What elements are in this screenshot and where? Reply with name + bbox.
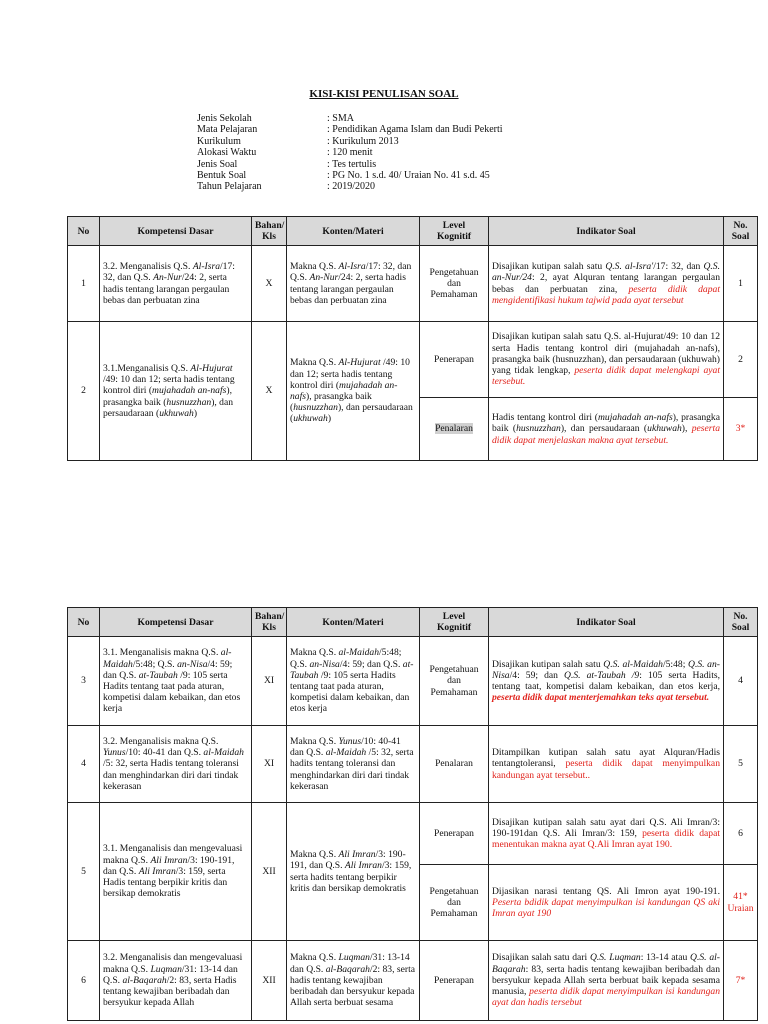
level-kognitif-cell: Pengetahuan dan Pemahaman (420, 637, 489, 726)
header-no-soal: No. Soal (724, 217, 758, 246)
kisi-kisi-table-2 (67, 607, 758, 1021)
meta-value: : SMA (327, 113, 354, 124)
header-indikator-soal: Indikator Soal (489, 217, 724, 246)
kompetensi-dasar-cell: 3.1. Menganalisis dan mengevaluasi makna Q.S. Ali Imran/3: 190-191, dan Q.S. Ali Imran/3: 159, serta Hadis tentang berpikir kritis dan bersikap demokratis (100, 803, 252, 941)
no-soal-cell: 3* (724, 398, 758, 461)
row-number: 1 (68, 246, 100, 322)
table-row (68, 803, 758, 865)
meta-label: Tahun Pelajaran (197, 181, 262, 193)
level-kognitif-cell: Pengetahuan dan Pemahaman (420, 246, 489, 322)
row-number: 2 (68, 322, 100, 461)
kompetensi-dasar-cell: 3.1. Menganalisis makna Q.S. al-Maidah/5:48; Q.S. an-Nisa/4: 59; dan Q.S. at-Taubah /9: 105 serta Hadits tentang taat pada aturan, kompetisi dalam kebaikan, dan etos kerja (100, 637, 252, 726)
bahan-kelas-cell: XI (252, 726, 287, 803)
meta-row-kurikulum (197, 136, 503, 147)
table-row (68, 322, 758, 398)
level-kognitif-cell: Penerapan (420, 322, 489, 398)
meta-value: : Pendidikan Agama Islam dan Budi Pekerti (327, 124, 503, 136)
konten-materi-cell: Makna Q.S. Al-Isra/17: 32, dan Q.S. An-Nur/24: 2, serta hadis tentang larangan pergaulan bebas dan perbuatan zina (287, 246, 420, 322)
header-indikator-soal: Indikator Soal (489, 608, 724, 637)
header-level-kognitif: Level Kognitif (420, 217, 489, 246)
bahan-kelas-cell: XII (252, 803, 287, 941)
no-soal-cell: 41* Uraian (724, 865, 758, 941)
level-kognitif-cell: Pengetahuan dan Pemahaman (420, 865, 489, 941)
document-meta (197, 113, 503, 193)
meta-label: Alokasi Waktu (197, 147, 257, 159)
meta-label: Jenis Soal (197, 158, 238, 170)
row-number: 5 (68, 803, 100, 941)
row-number: 6 (68, 941, 100, 1021)
meta-value: : 2019/2020 (327, 181, 376, 193)
header-bahan-kelas: Bahan/ Kls (252, 217, 287, 246)
kompetensi-dasar-cell: 3.2. Menganalisis dan mengevaluasi makna Q.S. Luqman/31: 13-14 dan Q.S. al-Baqarah/2: 83, serta Hadis tentang kewajiban beribadah dan bersyukur kepada Allah (100, 941, 252, 1021)
header-no-soal: No. Soal (724, 608, 758, 637)
meta-row-alokasi-waktu (197, 147, 503, 158)
bahan-kelas-cell: X (252, 246, 287, 322)
no-soal-cell: 6 (724, 803, 758, 865)
table-row (68, 941, 758, 1021)
row-number: 3 (68, 637, 100, 726)
indikator-soal-cell: Disajikan kutipan salah satu Q.S. al-Isra'/17: 32, dan Q.S. an-Nur/24: 2, ayat Alquran tentang larangan pergaulan bebas dan perbuatan zina, peserta didik dapat mengidentifikasi hukum tajwid pada ayat tersebut (489, 246, 724, 322)
meta-row-tahun-pelajaran (197, 181, 503, 192)
meta-value: : Tes tertulis (327, 158, 377, 170)
kompetensi-dasar-cell: 3.1.Menganalisis Q.S. Al-Hujurat /49: 10 dan 12; serta hadis tentang kontrol diri (mujahadah an-nafs), prasangka baik (husnuzzhan), dan persaudaraan (ukhuwah) (100, 322, 252, 461)
kisi-kisi-table-1 (67, 216, 758, 461)
konten-materi-cell: Makna Q.S. al-Maidah/5:48; Q.S. an-Nisa/4: 59; dan Q.S. at-Taubah /9: 105 serta Hadits tentang taat pada aturan, kompetisi dalam kebaikan, dan etos kerja (287, 637, 420, 726)
konten-materi-cell: Makna Q.S. Al-Hujurat /49: 10 dan 12; serta hadis tentang kontrol diri (mujahadah an-nafs), prasangka baik (husnuzzhan), dan persaudaraan (ukhuwah) (287, 322, 420, 461)
indikator-soal-cell: Disajikan salah satu dari Q.S. Luqman: 13-14 atau Q.S. al-Baqarah: 83, serta hadis tentang kewajiban beribadah dan bersyukur kepada Allah serta berbuat baik kepada sesama manusia, peserta didik dapat menyimpulkan isi kandungan ayat dan hadis tersebut (489, 941, 724, 1021)
indikator-soal-cell: Disajikan kutipan salah satu ayat dari Q.S. Ali Imran/3: 190-191dan Q.S. Ali Imran/3: 159, peserta didik dapat menentukan makna ayat Q.Ali Imran ayat 190. (489, 803, 724, 865)
konten-materi-cell: Makna Q.S. Ali Imran/3: 190-191, dan Q.S. Ali Imran/3: 159, serta hadits tentang berpikir kritis dan bersikap demokratis (287, 803, 420, 941)
meta-row-jenis-sekolah (197, 113, 503, 124)
table-header-row (68, 608, 758, 637)
row-number: 4 (68, 726, 100, 803)
indikator-soal-cell: Ditampilkan kutipan salah satu ayat Alquran/Hadis tentangtoleransi, peserta didik dapat menyimpulkan kandungan ayat tersebut.. (489, 726, 724, 803)
meta-value: : PG No. 1 s.d. 40/ Uraian No. 41 s.d. 45 (327, 170, 490, 182)
bahan-kelas-cell: XII (252, 941, 287, 1021)
konten-materi-cell: Makna Q.S. Yunus/10: 40-41 dan Q.S. al-Maidah /5: 32, serta hadits tentang toleransi dan menghindarkan diri dari tindak kekerasan (287, 726, 420, 803)
kompetensi-dasar-cell: 3.2. Menganalisis Q.S. Al-Isra/17: 32, dan Q.S. An-Nur/24: 2, serta hadis tentang larangan pergaulan bebas dan perbuatan zina (100, 246, 252, 322)
document-title: KISI-KISI PENULISAN SOAL (309, 88, 459, 100)
meta-value: : 120 menit (327, 147, 373, 159)
indikator-soal-cell: Disajikan kutipan salah satu Q.S. al-Maidah/5:48; Q.S. an-Nisa/4: 59; dan Q.S. at-Taubah /9: 105 serta Hadits, tentang taat, kompetisi dalam kebaikan, dan etos kerja, peserta didik dapat menterjemahkan teks ayat tersebut. (489, 637, 724, 726)
no-soal-cell: 5 (724, 726, 758, 803)
table-row (68, 726, 758, 803)
header-level-kognitif: Level Kognitif (420, 608, 489, 637)
bahan-kelas-cell: X (252, 322, 287, 461)
meta-label: Bentuk Soal (197, 170, 247, 182)
table-header-row (68, 217, 758, 246)
bahan-kelas-cell: XI (252, 637, 287, 726)
header-kompetensi-dasar: Kompetensi Dasar (100, 217, 252, 246)
header-kompetensi-dasar: Kompetensi Dasar (100, 608, 252, 637)
no-soal-cell: 1 (724, 246, 758, 322)
meta-row-jenis-soal (197, 159, 503, 170)
meta-label: Kurikulum (197, 135, 241, 147)
indikator-soal-cell: Hadis tentang kontrol diri (mujahadah an-nafs), prasangka baik (husnuzzhan), dan persaudaraan (ukhuwah), peserta didik dapat menjelaskan makna ayat tersebut. (489, 398, 724, 461)
header-konten-materi: Konten/Materi (287, 217, 420, 246)
meta-value: : Kurikulum 2013 (327, 135, 399, 147)
header-no: No (68, 217, 100, 246)
level-kognitif-cell: Penalaran (420, 726, 489, 803)
no-soal-cell: 7* (724, 941, 758, 1021)
header-no: No (68, 608, 100, 637)
level-kognitif-cell: Penalaran (420, 398, 489, 461)
header-bahan-kelas: Bahan/ Kls (252, 608, 287, 637)
no-soal-cell: 2 (724, 322, 758, 398)
level-kognitif-cell: Penerapan (420, 803, 489, 865)
table-row (68, 637, 758, 726)
no-soal-cell: 4 (724, 637, 758, 726)
meta-row-mata-pelajaran (197, 124, 503, 135)
level-kognitif-cell: Penerapan (420, 941, 489, 1021)
indikator-soal-cell: Dijasikan narasi tentang QS. Ali Imron ayat 190-191. Peserta bdidik dapat menyimpulkan isi kandungan QS aki Imran ayat 190 (489, 865, 724, 941)
header-konten-materi: Konten/Materi (287, 608, 420, 637)
meta-row-bentuk-soal (197, 170, 503, 181)
indikator-soal-cell: Disajikan kutipan salah satu Q.S. al-Hujurat/49: 10 dan 12 serta Hadis tentang kontrol diri (mujahadah an-nafs), prasangka baik (husnuzzhan), dan persaudaraan (ukhuwah) yang tidak lengkap, peserta didik dapat melengkapi ayat tersebut. (489, 322, 724, 398)
meta-label: Mata Pelajaran (197, 124, 258, 136)
table-row (68, 246, 758, 322)
konten-materi-cell: Makna Q.S. Luqman/31: 13-14 dan Q.S. al-Baqarah/2: 83, serta hadis tentang kewajiban beribadah dan bersyukur kepada Allah serta berbuat sesama (287, 941, 420, 1021)
meta-label: Jenis Sekolah (197, 113, 252, 124)
kompetensi-dasar-cell: 3.2. Menganalisis makna Q.S. Yunus/10: 40-41 dan Q.S. al-Maidah /5: 32, serta Hadis tentang toleransi dan menghindarkan diri dari tindak kekerasan (100, 726, 252, 803)
